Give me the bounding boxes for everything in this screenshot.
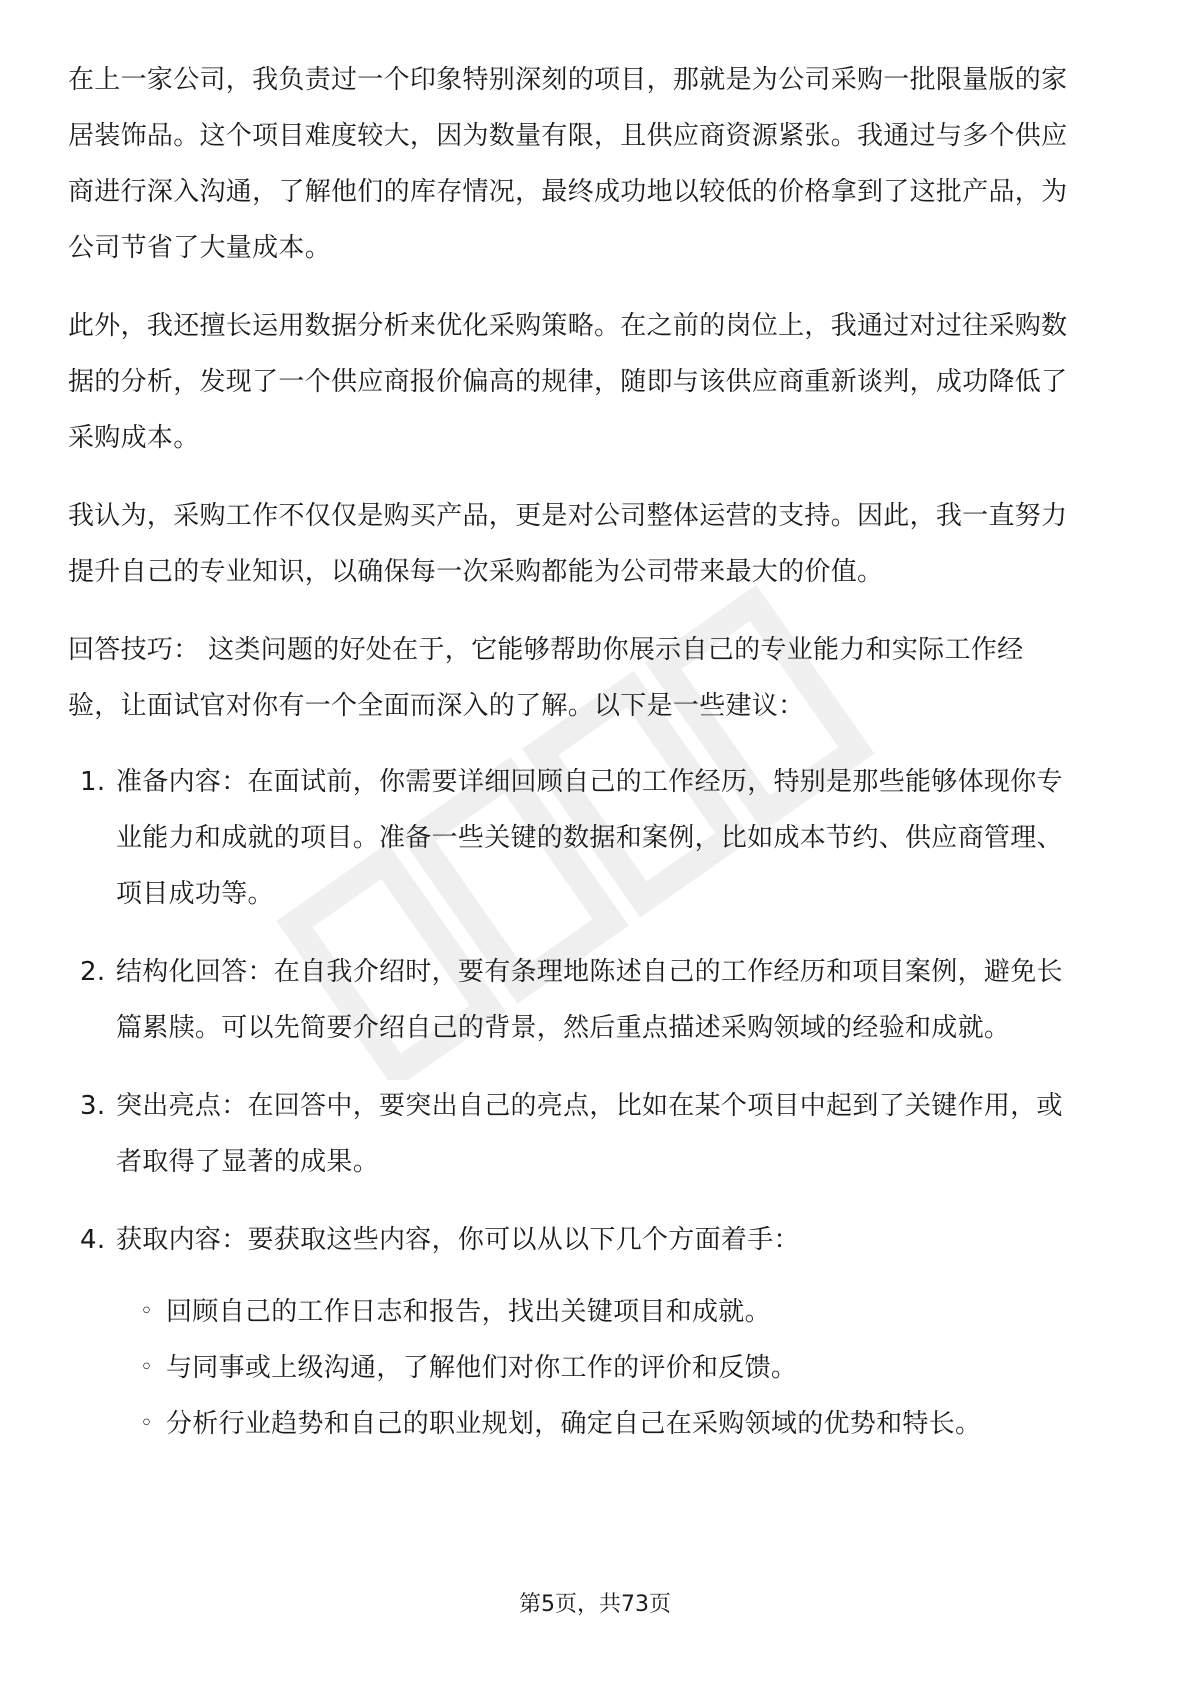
list-item — [68, 754, 1068, 922]
main-content — [68, 52, 1068, 1474]
bullet-icon: ◦ — [140, 1411, 154, 1436]
list-number: 2. — [80, 957, 106, 987]
paragraph-data-analysis: 此外，我还擅长运用数据分析来优化采购策略。在之前的岗位上，我通过对过往采购数据的分析，发现了一个供应商报价偏高的规律，随即与该供应商重新谈判，成功降低了采购成本。 — [68, 311, 1068, 453]
sub-list-item-text: 分析行业趋势和自己的职业规划，确定自己在采购领域的优势和特长。 — [166, 1409, 982, 1439]
list-item-text: 准备内容：在面试前，你需要详细回顾自己的工作经历，特别是那些能够体现你专业能力和成就的项目。准备一些关键的数据和案例，比如成本节约、供应商管理、项目成功等。 — [116, 767, 1063, 909]
bullet-icon: ◦ — [140, 1355, 154, 1380]
paragraph-answer-tips: 回答技巧： 这类问题的好处在于，它能够帮助你展示自己的专业能力和实际工作经验，让面试官对你有一个全面而深入的了解。以下是一些建议： — [68, 635, 1024, 721]
list-item — [68, 1078, 1068, 1190]
list-item — [68, 1212, 1068, 1452]
sub-list-item — [140, 1340, 1068, 1396]
bullet-icon: ◦ — [140, 1299, 154, 1324]
tips-list — [68, 754, 1068, 1452]
paragraph-project-experience: 在上一家公司，我负责过一个印象特别深刻的项目，那就是为公司采购一批限量版的家居装饰品。这个项目难度较大，因为数量有限，且供应商资源紧张。我通过与多个供应商进行深入沟通，了解他们的库存情况，最终成功地以较低的价格拿到了这批产品，为公司节省了大量成本。 — [68, 65, 1068, 263]
list-number: 3. — [80, 1091, 106, 1121]
paragraph-procurement-view: 我认为，采购工作不仅仅是购买产品，更是对公司整体运营的支持。因此，我一直努力提升自己的专业知识，以确保每一次采购都能为公司带来最大的价值。 — [68, 501, 1068, 587]
sub-list-item — [140, 1396, 1068, 1452]
list-number: 4. — [80, 1225, 106, 1255]
sub-list-item-text: 与同事或上级沟通，了解他们对你工作的评价和反馈。 — [166, 1353, 798, 1383]
list-item-text: 获取内容：要获取这些内容，你可以从以下几个方面着手： — [116, 1225, 800, 1255]
list-item-text: 突出亮点：在回答中，要突出自己的亮点，比如在某个项目中起到了关键作用，或者取得了显著的成果。 — [116, 1091, 1063, 1177]
sub-list-item — [140, 1284, 1068, 1340]
list-number: 1. — [80, 767, 106, 797]
sub-list — [140, 1284, 1068, 1452]
page-number: 第5页，共73页 — [519, 1592, 671, 1617]
list-item-text: 结构化回答：在自我介绍时，要有条理地陈述自己的工作经历和项目案例，避免长篇累牍。可以先简要介绍自己的背景，然后重点描述采购领域的经验和成就。 — [116, 957, 1063, 1043]
list-item — [68, 944, 1068, 1056]
sub-list-item-text: 回顾自己的工作日志和报告，找出关键项目和成就。 — [166, 1297, 771, 1327]
page-footer — [0, 1590, 1190, 1620]
